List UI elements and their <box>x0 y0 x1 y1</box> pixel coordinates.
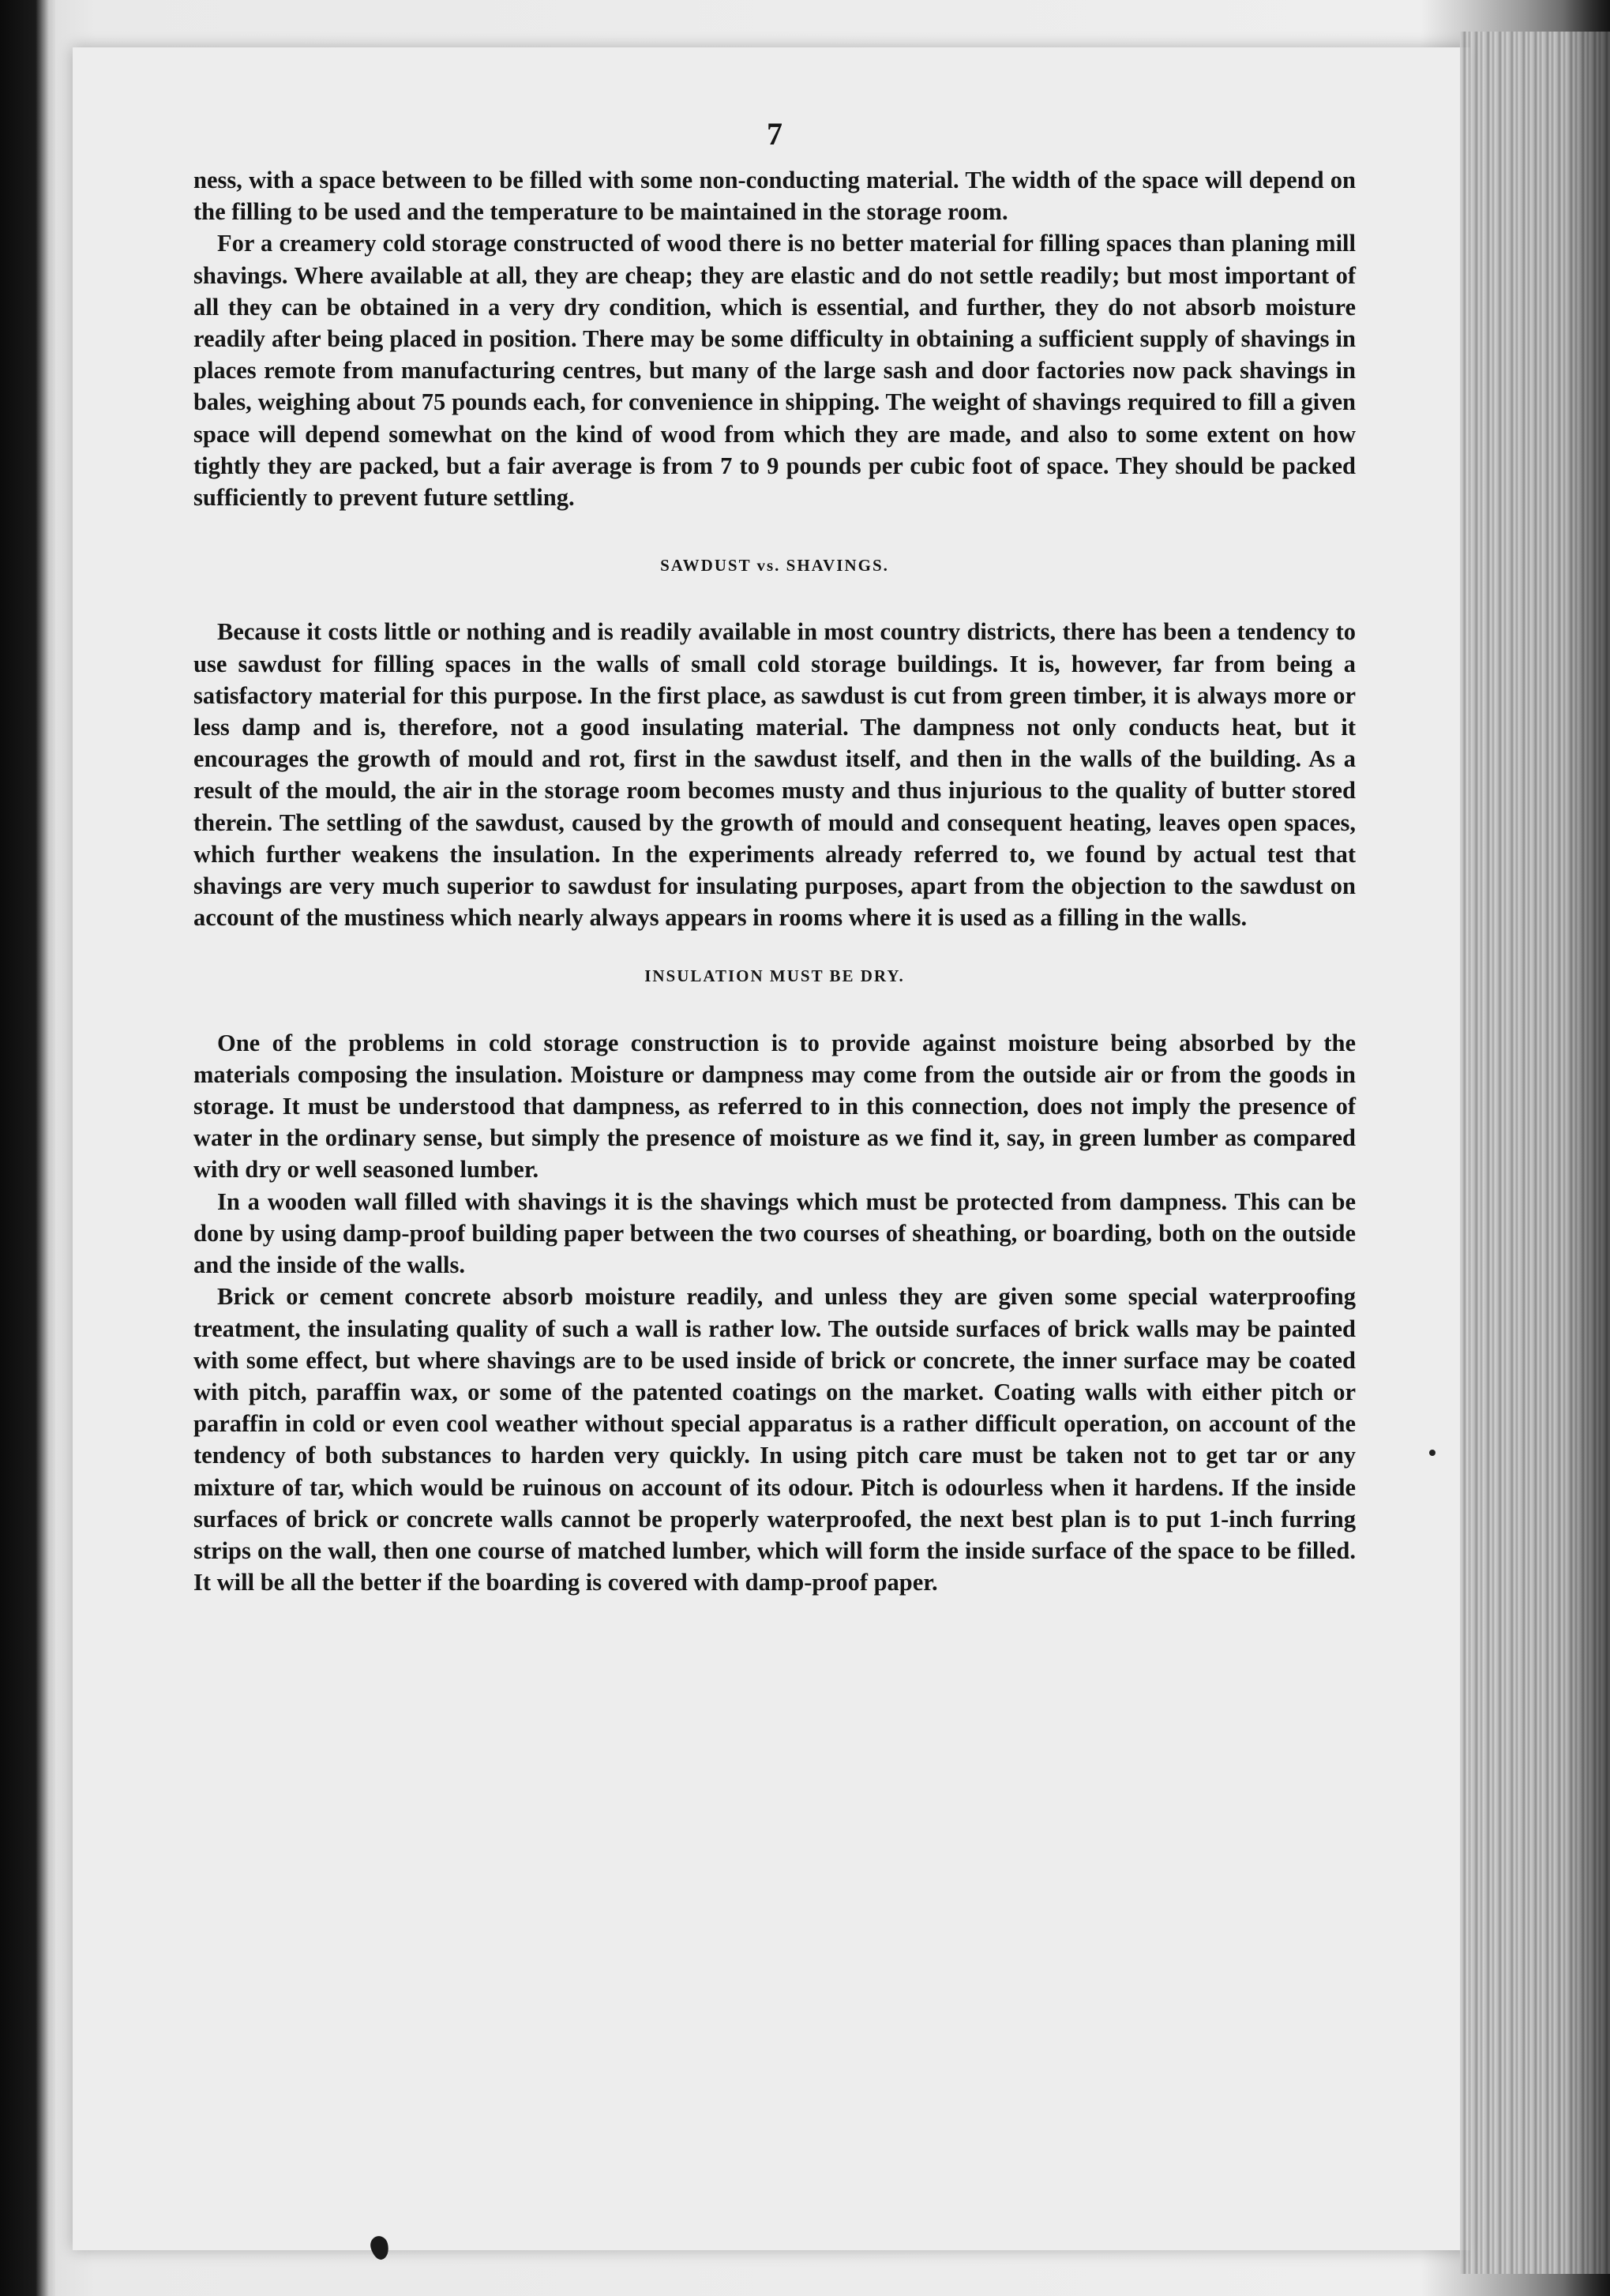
ink-speck <box>1429 1450 1435 1456</box>
paragraph: Brick or cement concrete absorb moisture readily, and unless they are given some special waterproofing treatment, the insulating quality of such a wall is rather low. The outside surfaces of brick walls may be painted with some effect, but where shavings are to be used inside of brick or concrete, the inner surface may be coated with pitch, paraffin wax, or some of the patented coatings on the market. Coating walls with either pitch or paraffin in cold or even cool weather without special apparatus is a rather difficult operation, on account of the tendency of both substances to harden very quickly. In using pitch care must be taken not to get tar or any mixture of tar, which would be ruinous on account of its odour. Pitch is odourless when it hardens. If the inside surfaces of brick or concrete walls cannot be properly waterproofed, the next best plan is to put 1-inch furring strips on the wall, then one course of matched lumber, which will form the inside surface of the space to be filled. It will be all the better if the boarding is covered with damp-proof paper. <box>193 1283 1356 1596</box>
paragraph: For a creamery cold storage constructed of wood there is no better material for filling spaces than planing mill shavings. Where available at all, they are cheap; they are elastic and do not settle readily; but most important of all they can be obtained in a very dry condition, which is essential, and further, they do not absorb moisture readily after being placed in position. There may be some difficulty in obtaining a sufficient supply of shavings in places remote from manufacturing centres, but many of the large sash and door factories now pack shavings in bales, weighing about 75 pounds each, for convenience in shipping. The weight of shavings required to fill a given space will depend somewhat on the kind of wood from which they are made, and also to some extent on how tightly they are packed, but a fair average is from 7 to 9 pounds per cubic foot of space. They should be packed sufficiently to prevent future settling. <box>193 230 1356 512</box>
paragraph: ness, with a space between to be filled with some non-conducting material. The width of the space will depend on the filling to be used and the temperature to be maintained in the storage room. <box>193 167 1356 226</box>
paragraph: Because it costs little or nothing and is readily available in most country districts, there has been a tendency to use sawdust for filling spaces in the walls of small cold storage buildings. It is, however, far from being a satisfactory material for this purpose. In the first place, as sawdust is cut from green timber, it is always more or less damp and is, therefore, not a good insulating material. The dampness not only conducts heat, but it encourages the growth of mould and rot, first in the sawdust itself, and then in the walls of the building. As a result of the mould, the air in the storage room becomes musty and thus injurious to the quality of butter stored therein. The settling of the sawdust, caused by the growth of mould and consequent heating, leaves open spaces, which further weakens the insulation. In the experiments already referred to, we found by actual test that shavings are very much superior to sawdust for insulating purposes, apart from the objection to the sawdust on account of the mustiness which nearly always appears in rooms where it is used as a filling in the walls. <box>193 618 1356 932</box>
binding-gutter <box>0 0 55 2296</box>
page-number: 7 <box>767 116 782 152</box>
section-heading: SAWDUST vs. SHAVINGS. <box>660 556 889 576</box>
section-heading: INSULATION MUST BE DRY. <box>644 966 905 986</box>
paragraph: In a wooden wall filled with shavings it is the shavings which must be protected from dampness. This can be done by using damp-proof building paper between the two courses of sheathing, or boarding, both on the outside and the inside of the walls. <box>193 1187 1356 1279</box>
scan-shadow <box>1563 0 1610 2296</box>
paragraph: One of the problems in cold storage construction is to provide against moisture being absorbed by the materials composing the insulation. Moisture or dampness may come from the outside air or from the goods in storage. It must be understood that dampness, as referred to in this connection, does not imply the presence of water in the ordinary sense, but simply the presence of moisture as we find it, say, in green lumber as compared with dry or well seasoned lumber. <box>193 1029 1356 1184</box>
page-body <box>193 118 1356 1598</box>
